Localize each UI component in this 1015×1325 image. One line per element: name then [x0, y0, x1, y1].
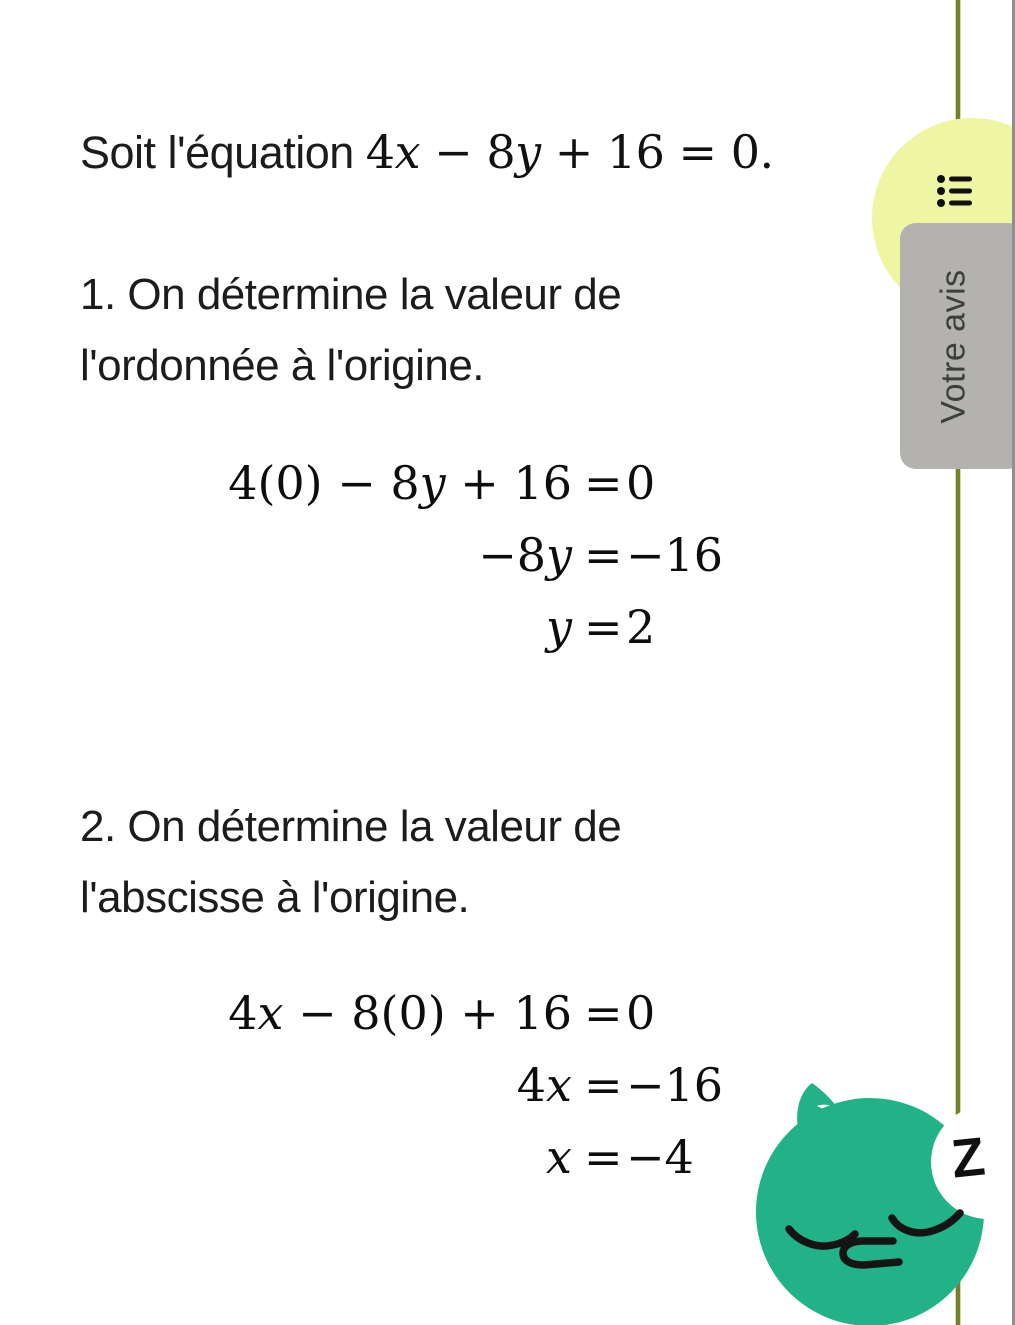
- intro-text: Soit l'équation: [80, 127, 366, 178]
- step-2-text: 2. On détermine la valeur de l'abscisse à l'origine.: [80, 802, 622, 922]
- feedback-label: Votre avis: [934, 268, 973, 424]
- feedback-label-wrap: [900, 223, 1008, 469]
- equation-rhs: −16: [626, 1058, 724, 1112]
- sleep-z-text: Z: [948, 1126, 988, 1190]
- feedback-tab[interactable]: [900, 223, 1015, 469]
- equation-rhs: 0: [626, 986, 656, 1040]
- sleeping-mascot[interactable]: [735, 1070, 1015, 1325]
- equals-sign: =: [584, 1130, 623, 1184]
- equals-sign: =: [584, 986, 623, 1040]
- equation-lhs: 4x − 8(0) + 16: [228, 986, 572, 1040]
- equals-sign: =: [584, 600, 623, 654]
- equals-sign: =: [584, 456, 623, 510]
- equation-lhs: 4x: [516, 1058, 572, 1112]
- equals-sign: =: [584, 528, 623, 582]
- step-1-text: 1. On détermine la valeur de l'ordonnée à l'origine.: [80, 270, 622, 390]
- step-2-equations: [80, 977, 723, 1193]
- equation-lhs: y: [546, 600, 572, 654]
- intro-equation: 4x − 8y + 16 = 0.: [365, 125, 774, 179]
- equation-rhs: −4: [626, 1130, 694, 1184]
- equation-rhs: 0: [626, 456, 656, 510]
- intro-sentence: [80, 116, 774, 189]
- equation-rhs: 2: [626, 600, 656, 654]
- equation-lhs: x: [546, 1130, 572, 1184]
- equation-lhs: −8y: [478, 528, 572, 582]
- bulleted-list-icon: [936, 172, 974, 210]
- step-1-equations: [80, 447, 723, 663]
- equation-rhs: −16: [626, 528, 724, 582]
- equation-lhs: 4(0) − 8y + 16: [228, 456, 572, 510]
- equals-sign: =: [584, 1058, 623, 1112]
